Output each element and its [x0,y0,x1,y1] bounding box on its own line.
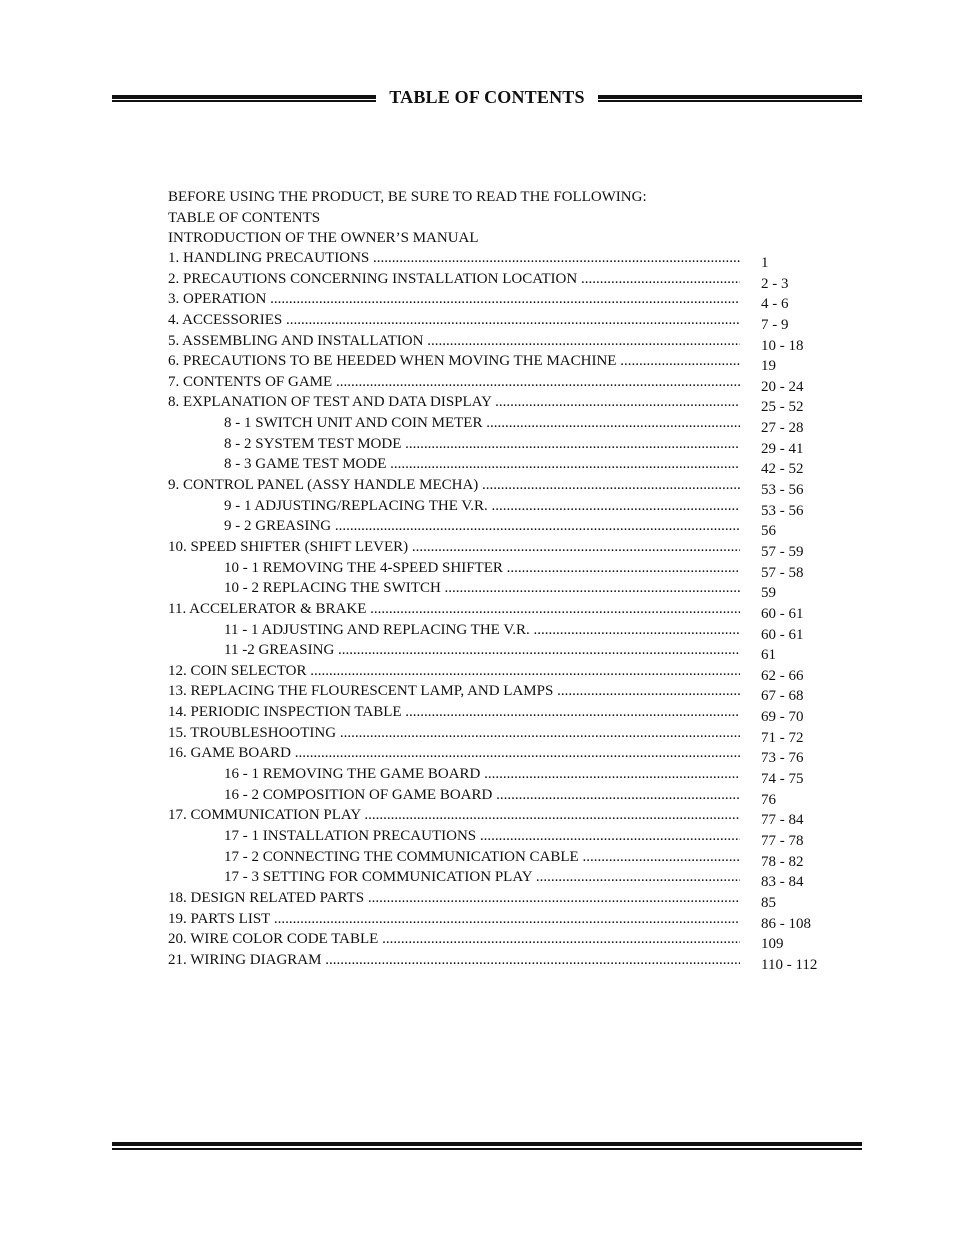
toc-entry-label: 18. DESIGN RELATED PARTS ..... [168,889,740,907]
toc-page-number: 59 [761,585,776,602]
toc-entry-label: 9 - 1 ADJUSTING/REPLACING THE V.R. ..... [224,497,740,515]
toc-entry [168,373,848,394]
toc-subentry [168,497,848,518]
toc-entry-label: 16 - 1 REMOVING THE GAME BOARD ..... [224,765,740,783]
toc-page-number: 1 [761,255,769,271]
toc-entry [168,249,848,270]
toc-entry-label: 11. ACCELERATOR & BRAKE ..... [168,600,740,618]
toc-page-number: 10 - 18 [761,337,804,354]
toc-page-number: 53 - 56 [761,482,804,499]
toc-entry-label: 8. EXPLANATION OF TEST AND DATA DISPLAY ..... [168,393,740,411]
toc-page-number: 77 - 78 [761,832,804,849]
toc-subentry [168,868,848,889]
toc-entry-label: 1. HANDLING PRECAUTIONS ..... [168,249,740,267]
toc-entry [168,889,848,910]
toc-page-number: 19 [761,358,776,375]
toc-page-number: 53 - 56 [761,502,804,519]
toc-entry-label: 7. CONTENTS OF GAME ..... [168,373,740,391]
toc-page-number: 61 [761,647,776,664]
toc-page-number: 110 - 112 [761,956,818,973]
toc-page-number: 69 - 70 [761,709,804,726]
toc-entry-label: 6. PRECAUTIONS TO BE HEEDED WHEN MOVING THE MACHINE ..... [168,352,740,370]
toc-subentry [168,435,848,456]
toc-subentry [168,517,848,538]
toc-entry-label: 9 - 2 GREASING ..... [224,517,740,535]
toc-entry [168,744,848,765]
toc-page-number: 27 - 28 [761,420,804,437]
toc-page-number: 109 [761,936,784,953]
toc-entry [168,600,848,621]
toc-entry-label: 8 - 3 GAME TEST MODE ..... [224,455,740,473]
toc-page-number: 20 - 24 [761,378,804,395]
toc-entry-label: 15. TROUBLESHOOTING ..... [168,724,740,742]
toc-page-number: 29 - 41 [761,440,804,457]
toc-page-number: 78 - 82 [761,853,804,870]
toc-entry-label: 8 - 1 SWITCH UNIT AND COIN METER ..... [224,414,740,432]
toc-page-number: 83 - 84 [761,874,804,891]
toc-page-number: 25 - 52 [761,399,804,416]
toc-page-number: 85 [761,894,776,911]
toc-subentry [168,621,848,642]
toc-entry [168,332,848,353]
toc-subentry [168,414,848,435]
toc-page-number: 60 - 61 [761,626,804,643]
toc-entry-label: 3. OPERATION ..... [168,290,740,308]
toc-entry-label: 8 - 2 SYSTEM TEST MODE ..... [224,435,740,453]
toc-entry [168,311,848,332]
toc-entry [168,910,848,931]
toc-entry-label: 14. PERIODIC INSPECTION TABLE ..... [168,703,740,721]
toc-list [168,249,848,971]
toc-page-number: 76 [761,791,776,808]
toc-entry-label: 11 - 1 ADJUSTING AND REPLACING THE V.R. ..... [224,621,740,639]
page-header [112,86,862,108]
toc-entry [168,951,848,972]
toc-entry [168,724,848,745]
toc-entry-label: 10 - 2 REPLACING THE SWITCH ..... [224,579,740,597]
toc-page-number: 77 - 84 [761,812,804,829]
toc-entry-label: 17 - 3 SETTING FOR COMMUNICATION PLAY ..... [224,868,740,886]
toc-page-number: 7 - 9 [761,316,789,333]
toc-entry-label: 9. CONTROL PANEL (ASSY HANDLE MECHA) ..... [168,476,740,494]
toc-entry-label: 20. WIRE COLOR CODE TABLE ..... [168,930,740,948]
toc-page-number: 74 - 75 [761,771,804,788]
toc-entry [168,682,848,703]
toc-page-number: 57 - 59 [761,543,804,560]
toc-page-number: 4 - 6 [761,296,789,313]
toc-entry [168,270,848,291]
toc-entry-label: 17 - 2 CONNECTING THE COMMUNICATION CABLE ..... [224,848,740,866]
toc-subentry [168,455,848,476]
toc-subentry [168,827,848,848]
toc-subentry [168,848,848,869]
toc-page-number: 56 [761,523,776,540]
toc-entry-label: 5. ASSEMBLING AND INSTALLATION ..... [168,332,740,350]
toc-entry [168,352,848,373]
toc-entry-label: 10 - 1 REMOVING THE 4-SPEED SHIFTER ..... [224,559,740,577]
toc-entry [168,290,848,311]
toc-entry-label: 13. REPLACING THE FLOURESCENT LAMP, AND LAMPS ..... [168,682,740,700]
toc-page-number: 67 - 68 [761,688,804,705]
toc-entry [168,703,848,724]
toc-entry-label: 16. GAME BOARD ..... [168,744,740,762]
toc-page-number: 60 - 61 [761,605,804,622]
toc-entry-label: 16 - 2 COMPOSITION OF GAME BOARD ..... [224,786,740,804]
toc-entry-label: 10. SPEED SHIFTER (SHIFT LEVER) ..... [168,538,740,556]
toc-entry-label: 11 -2 GREASING ..... [224,641,740,659]
toc-subentry [168,765,848,786]
toc-entry-label: 19. PARTS LIST ..... [168,910,740,928]
toc-entry [168,806,848,827]
toc-entry-label: 17. COMMUNICATION PLAY ..... [168,806,740,824]
toc-entry [168,662,848,683]
toc-entry [168,393,848,414]
toc-entry-label: 21. WIRING DIAGRAM ..... [168,951,740,969]
toc-entry [168,930,848,951]
intro-line: TABLE OF CONTENTS [168,209,321,226]
toc-entry [168,538,848,559]
toc-subentry [168,786,848,807]
toc-entry-label: 17 - 1 INSTALLATION PRECAUTIONS ..... [224,827,740,845]
toc-page-number: 42 - 52 [761,461,804,478]
header-rule-left [112,95,376,102]
page-title: TABLE OF CONTENTS [389,87,585,107]
toc-entry-label: 4. ACCESSORIES ..... [168,311,740,329]
intro-lines [168,187,647,249]
intro-line: INTRODUCTION OF THE OWNER’S MANUAL [168,230,479,247]
toc-entry-label: 12. COIN SELECTOR ..... [168,662,740,680]
toc-subentry [168,579,848,600]
toc-subentry [168,559,848,580]
footer-rule [112,1142,862,1151]
toc-page-number: 2 - 3 [761,275,789,292]
toc-page-number: 73 - 76 [761,750,804,767]
toc-page-number: 86 - 108 [761,915,811,932]
toc-entry-label: 2. PRECAUTIONS CONCERNING INSTALLATION LOCATION ..... [168,270,740,288]
toc-entry [168,476,848,497]
toc-page-number: 71 - 72 [761,729,804,746]
intro-line: BEFORE USING THE PRODUCT, BE SURE TO READ THE FOLLOWING: [168,189,647,205]
header-rule-right [598,95,862,102]
toc-page-number: 62 - 66 [761,667,804,684]
toc-page-number: 57 - 58 [761,564,804,581]
toc-subentry [168,641,848,662]
